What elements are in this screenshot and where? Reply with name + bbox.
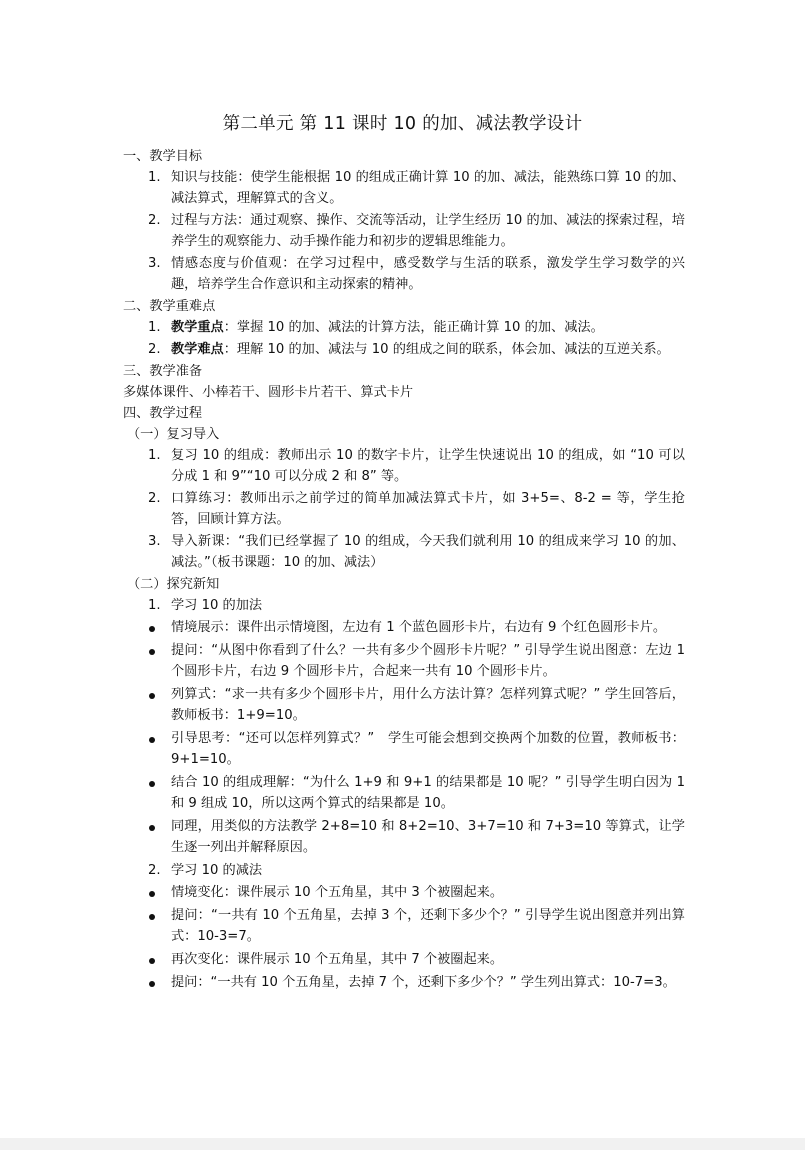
item-text: 导入新课：“我们已经掌握了 10 的组成，今天我们就利用 10 的组成来学习 10 的加、减法。”（板书课题：10 的加、减法） — [171, 534, 685, 570]
list-item — [123, 317, 685, 338]
item-number: 1. — [148, 170, 161, 185]
bullet-item — [123, 728, 685, 770]
difficulty-label: 教学难点 — [171, 342, 224, 357]
list-item — [123, 488, 685, 530]
bullet-item — [123, 905, 685, 947]
list-item — [123, 445, 685, 487]
page-title: 第二单元 第 11 课时 10 的加、减法教学设计 — [222, 114, 583, 134]
bullet-text: 结合 10 的组成理解：“为什么 1+9 和 9+1 的结果都是 10 呢？” 引导学生明白因为 1 和 9 组成 10，所以这两个算式的结果都是 10。 — [171, 775, 685, 811]
list-item — [123, 339, 685, 360]
materials-text: 多媒体课件、小棒若干、圆形卡片若干、算式卡片 — [123, 385, 414, 400]
bullet-dot-icon — [149, 626, 155, 632]
bullet-item — [123, 972, 685, 993]
bullet-dot-icon — [149, 981, 155, 987]
list-item — [123, 167, 685, 209]
bullet-text: 再次变化：课件展示 10 个五角星，其中 7 个被圈起来。 — [171, 952, 504, 967]
bullet-item — [123, 617, 685, 638]
section-1-heading: 一、教学目标 — [123, 149, 203, 164]
bullet-item — [123, 772, 685, 814]
item-number: 2. — [148, 863, 161, 878]
bullet-dot-icon — [149, 737, 155, 743]
bullet-text: 引导思考：“还可以怎样列算式？” 学生可能会想到交换两个加数的位置，教师板书：9+1=10。 — [171, 731, 685, 767]
item-number: 1. — [148, 448, 161, 463]
bullet-item — [123, 684, 685, 726]
bullet-dot-icon — [149, 958, 155, 964]
section-3-heading: 三、教学准备 — [123, 364, 203, 379]
item-text: 情感态度与价值观：在学习过程中，感受数学与生活的联系，激发学生学习数学的兴趣，培养学生合作意识和主动探索的精神。 — [171, 256, 685, 292]
bullet-text: 情境变化：课件展示 10 个五角星，其中 3 个被圈起来。 — [171, 885, 504, 900]
item-number: 2. — [148, 491, 161, 506]
bullet-dot-icon — [149, 649, 155, 655]
bullet-text: 提问：“从图中你看到了什么？一共有多少个圆形卡片呢？” 引导学生说出图意：左边 1 个圆形卡片，右边 9 个圆形卡片，合起来一共有 10 个圆形卡片。 — [171, 643, 685, 679]
section-2-heading: 二、教学重难点 — [123, 299, 216, 314]
bullet-item — [123, 816, 685, 858]
item-number: 3. — [148, 256, 161, 271]
item-text: 复习 10 的组成：教师出示 10 的数字卡片，让学生快速说出 10 的组成，如 “10 可以分成 1 和 9”“10 可以分成 2 和 8” 等。 — [171, 448, 685, 484]
list-item — [123, 210, 685, 252]
bullet-text: 列算式：“求一共有多少个圆形卡片，用什么方法计算？怎样列算式呢？” 学生回答后，教师板书：1+9=10。 — [171, 687, 685, 723]
bullet-dot-icon — [149, 693, 155, 699]
item-number: 2. — [148, 213, 161, 228]
bullet-text: 情境展示：课件出示情境图，左边有 1 个蓝色圆形卡片，右边有 9 个红色圆形卡片。 — [171, 620, 667, 635]
bullet-dot-icon — [149, 781, 155, 787]
bullet-dot-icon — [149, 914, 155, 920]
item-text: 学习 10 的减法 — [171, 863, 263, 878]
bullet-dot-icon — [149, 825, 155, 831]
difficulty-text: ：理解 10 的加、减法与 10 的组成之间的联系，体会加、减法的互逆关系。 — [223, 342, 670, 357]
bullet-text: 同理，用类似的方法教学 2+8=10 和 8+2=10、3+7=10 和 7+3=10 等算式，让学生逐一列出并解释原因。 — [171, 819, 685, 855]
document-body — [123, 146, 685, 995]
list-item — [123, 860, 685, 881]
item-number: 1. — [148, 320, 161, 335]
item-text: 学习 10 的加法 — [171, 598, 263, 613]
part-2-heading: （二）探究新知 — [127, 577, 220, 592]
key-point-label: 教学重点 — [171, 320, 224, 335]
list-item — [123, 253, 685, 295]
bullet-item — [123, 882, 685, 903]
item-text: 口算练习：教师出示之前学过的简单加减法算式卡片，如 3+5=、8-2 = 等，学生抢答，回顾计算方法。 — [171, 491, 685, 527]
bullet-item — [123, 949, 685, 970]
bullet-text: 提问：“一共有 10 个五角星，去掉 7 个，还剩下多少个？” 学生列出算式：10-7=3。 — [171, 975, 676, 990]
list-item — [123, 531, 685, 573]
list-item — [123, 595, 685, 616]
bullet-dot-icon — [149, 891, 155, 897]
item-text: 知识与技能：使学生能根据 10 的组成正确计算 10 的加、减法，能熟练口算 10 的加、减法算式，理解算式的含义。 — [171, 170, 685, 206]
part-1-heading: （一）复习导入 — [127, 427, 220, 442]
item-number: 3. — [148, 534, 161, 549]
bullet-text: 提问：“一共有 10 个五角星，去掉 3 个，还剩下多少个？” 引导学生说出图意并列出算式：10-3=7。 — [171, 908, 685, 944]
item-number: 2. — [148, 342, 161, 357]
key-point-text: ：掌握 10 的加、减法的计算方法，能正确计算 10 的加、减法。 — [223, 320, 604, 335]
bullet-item — [123, 640, 685, 682]
item-number: 1. — [148, 598, 161, 613]
item-text: 过程与方法：通过观察、操作、交流等活动，让学生经历 10 的加、减法的探索过程，培养学生的观察能力、动手操作能力和初步的逻辑思维能力。 — [171, 213, 685, 249]
section-4-heading: 四、教学过程 — [123, 406, 203, 421]
